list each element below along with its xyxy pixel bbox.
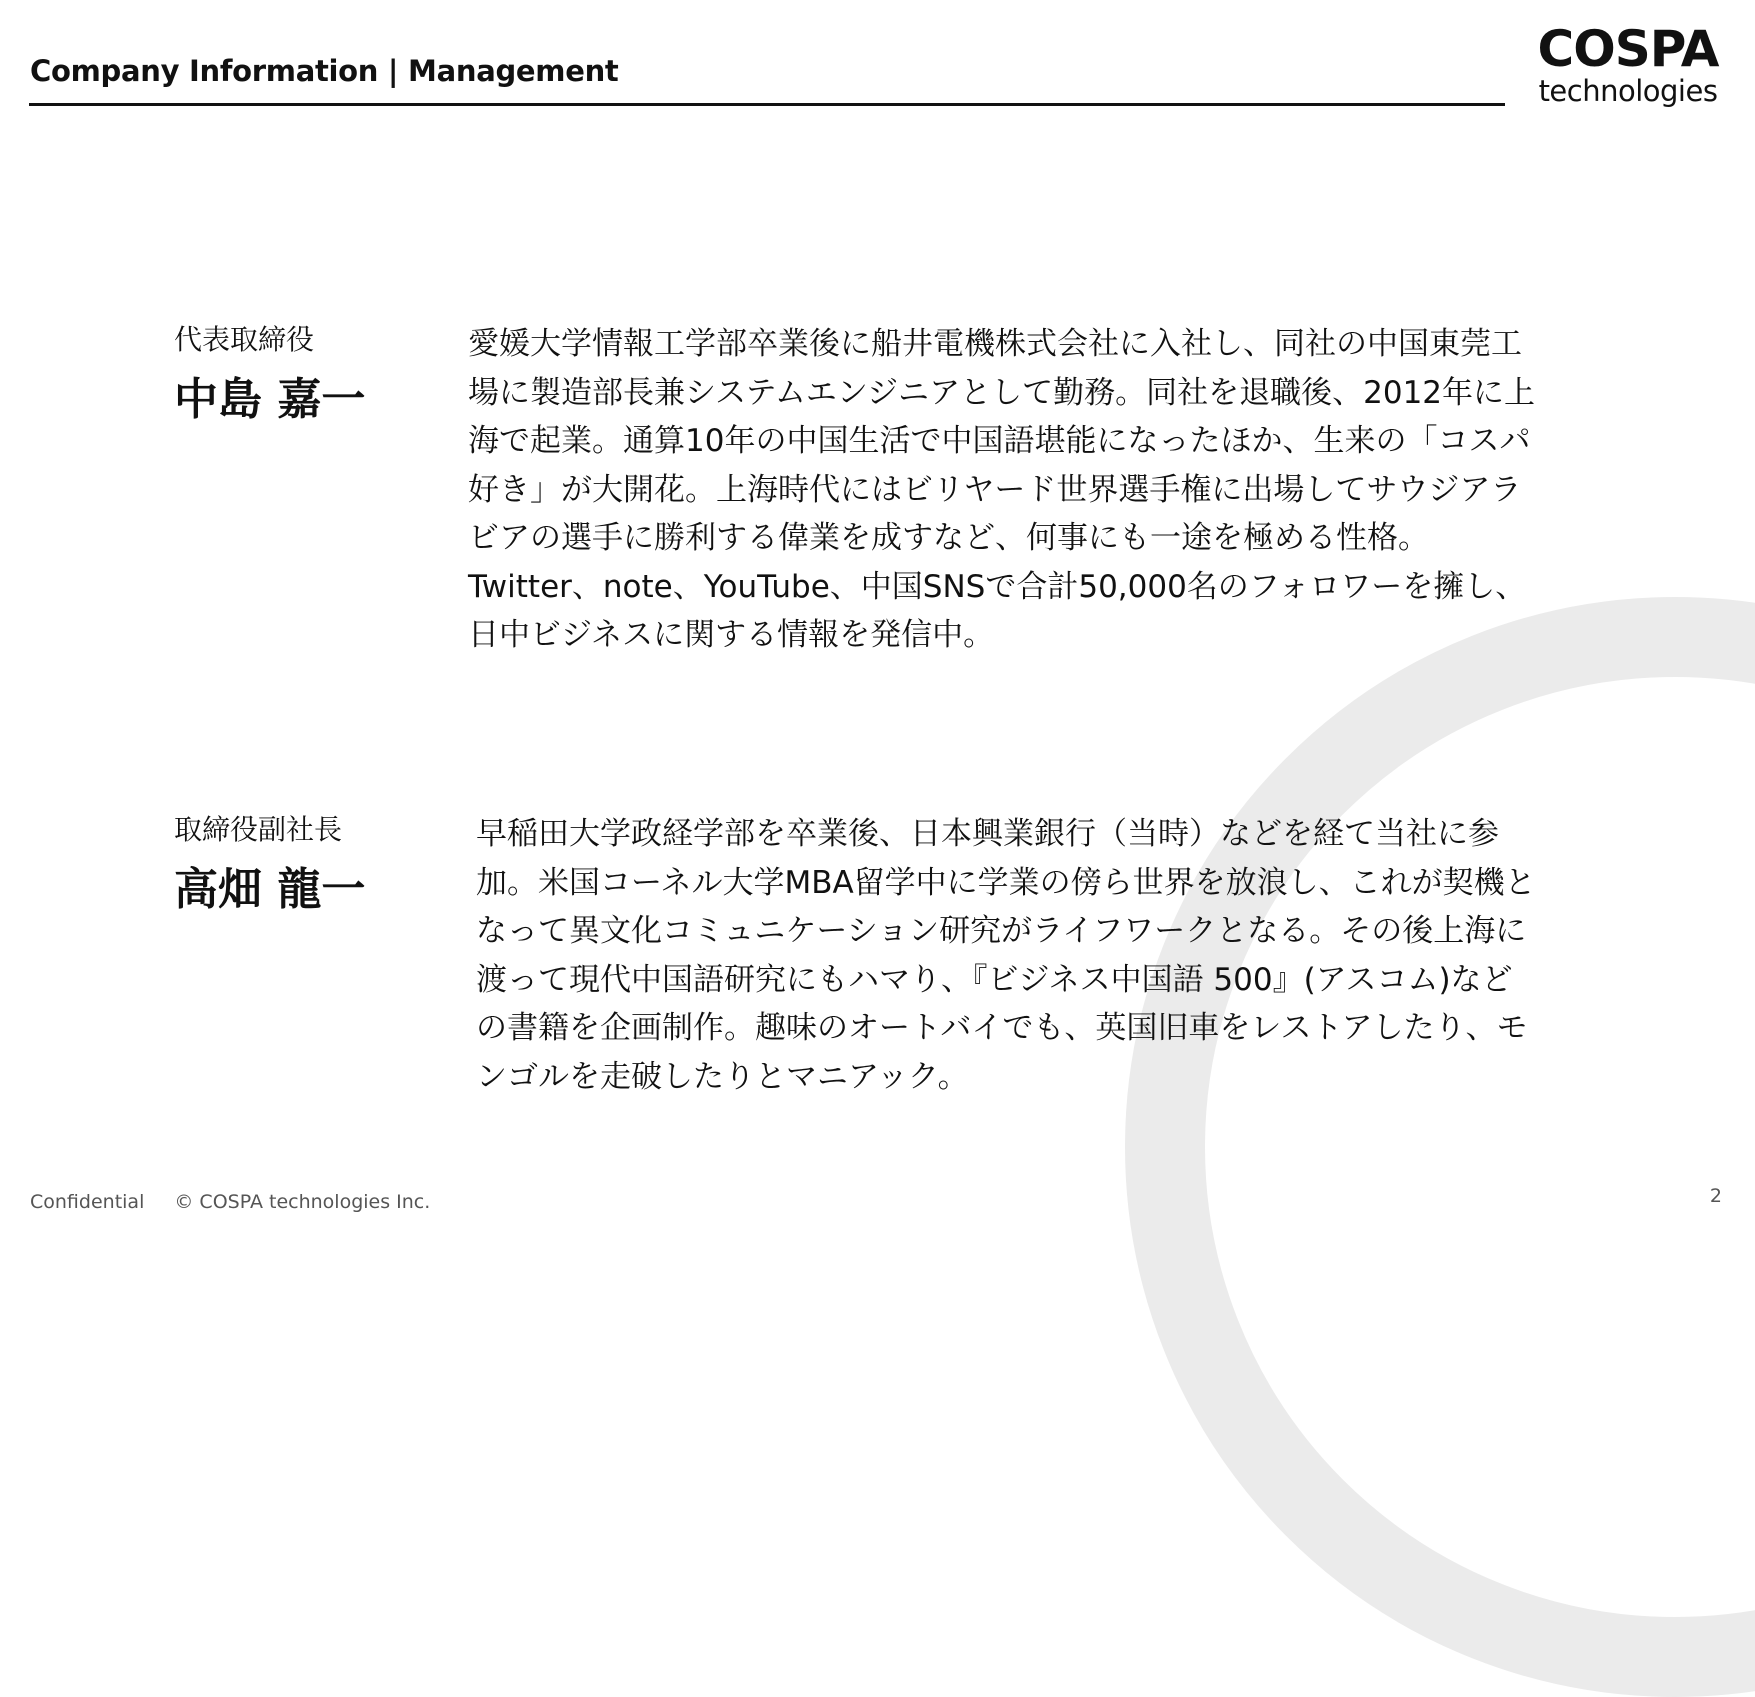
bio-line: なって異文化コミュニケーション研究がライフワークとなる。その後上海に bbox=[476, 913, 1527, 949]
confidential-label: Confidential bbox=[30, 1191, 145, 1213]
bio-line: 愛媛大学情報工学部卒業後に船井電機株式会社に入社し、同社の中国東莞工 bbox=[468, 326, 1522, 362]
header-divider bbox=[29, 103, 1505, 106]
bio-line: 加。米国コーネル大学MBA留学中に学業の傍ら世界を放浪し、これが契機と bbox=[476, 864, 1536, 901]
logo-wordmark: COSPA bbox=[1537, 20, 1719, 78]
copyright-notice: © COSPA technologies Inc. bbox=[174, 1191, 431, 1213]
bio-line: 海で起業。通算10年の中国生活で中国語堪能になったほか、生来の「コスパ bbox=[468, 423, 1531, 459]
bio-line: 場に製造部長兼システムエンジニアとして勤務。同社を退職後、2012年に上 bbox=[468, 374, 1536, 411]
executive-role: 代表取締役 bbox=[174, 323, 315, 356]
bio-line: 早稲田大学政経学部を卒業後、日本興業銀行（当時）などを経て当社に参 bbox=[476, 816, 1499, 852]
page-title: Company Information | Management bbox=[30, 54, 619, 88]
bio-line: の書籍を企画制作。趣味のオートバイでも、英国旧車をレストアしたり、モ bbox=[476, 1010, 1528, 1046]
bio-line: 日中ビジネスに関する情報を発信中。 bbox=[468, 617, 995, 653]
background-arc-decoration bbox=[1125, 597, 1755, 1697]
bio-line: ンゴルを走破したりとマニアック。 bbox=[476, 1058, 969, 1095]
executive-bio bbox=[468, 320, 1618, 660]
bio-line: 渡って現代中国語研究にもハマり、『ビジネス中国語 500』(アスコム)など bbox=[476, 961, 1513, 998]
bio-line: Twitter、note、YouTube、中国SNSで合計50,000名のフォロワーを擁し、 bbox=[468, 568, 1527, 605]
executive-bio bbox=[476, 810, 1626, 1101]
executive-name: 高畑 龍一 bbox=[174, 864, 366, 915]
footer bbox=[30, 1191, 430, 1213]
company-logo bbox=[1528, 22, 1728, 106]
logo-subtitle: technologies bbox=[1538, 74, 1718, 108]
bio-line: 好き」が大開花。上海時代にはビリヤード世界選手権に出場してサウジアラ bbox=[468, 471, 1522, 508]
bio-line: ビアの選手に勝利する偉業を成すなど、何事にも一途を極める性格。 bbox=[468, 520, 1429, 556]
executive-name: 中島 嘉一 bbox=[174, 374, 366, 425]
page-number: 2 bbox=[1709, 1185, 1722, 1207]
executive-role: 取締役副社長 bbox=[174, 813, 343, 846]
